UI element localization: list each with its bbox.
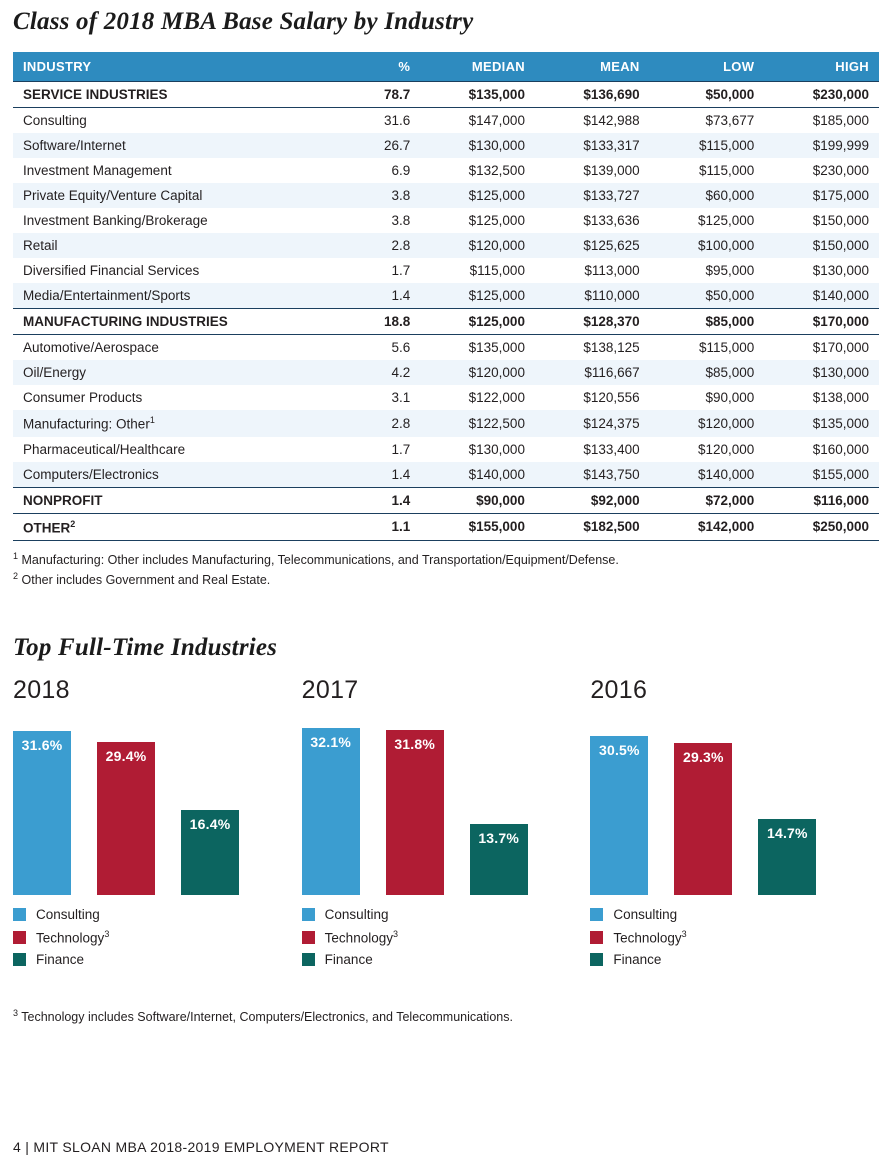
bar-consulting (590, 736, 648, 895)
cell-median: $135,000 (420, 82, 535, 108)
cell-percent: 2.8 (351, 410, 421, 437)
bar-value-label: 16.4% (189, 815, 231, 832)
column-header-percent: % (351, 52, 421, 82)
chart-year-label: 2017 (301, 675, 359, 704)
table-body (13, 82, 879, 541)
cell-industry: Investment Banking/Brokerage (13, 208, 351, 233)
cell-percent: 3.8 (351, 183, 421, 208)
cell-low: $100,000 (650, 233, 765, 258)
cell-industry: Retail (13, 233, 351, 258)
cell-high: $130,000 (764, 258, 879, 283)
bar-column (590, 713, 648, 895)
cell-mean: $120,556 (535, 385, 650, 410)
cell-median: $120,000 (420, 233, 535, 258)
cell-high: $230,000 (764, 158, 879, 183)
legend-item (302, 929, 591, 946)
cell-low: $50,000 (650, 82, 765, 108)
cell-median: $140,000 (420, 462, 535, 488)
cell-percent: 31.6 (351, 108, 421, 134)
table-row (13, 233, 879, 258)
chart-year-label: 2016 (590, 675, 648, 704)
cell-percent: 6.9 (351, 158, 421, 183)
cell-median: $147,000 (420, 108, 535, 134)
cell-high: $230,000 (764, 82, 879, 108)
footnote-reference: 3 (104, 928, 110, 939)
cell-low: $120,000 (650, 410, 765, 437)
cell-median: $122,500 (420, 410, 535, 437)
chart-legend (590, 907, 879, 968)
cell-industry: Manufacturing: Other$^1$ (13, 410, 351, 437)
cell-mean: $124,375 (535, 410, 650, 437)
table-footnotes (13, 550, 879, 590)
salary-table (13, 52, 879, 541)
cell-high: $138,000 (764, 385, 879, 410)
cell-median: $125,000 (420, 309, 535, 335)
cell-low: $115,000 (650, 335, 765, 361)
cell-mean: $182,500 (535, 513, 650, 541)
legend-item (13, 952, 302, 967)
legend-label: Finance (36, 952, 85, 968)
bar-column (386, 713, 444, 895)
cell-percent: 18.8 (351, 309, 421, 335)
cell-industry: Oil/Energy (13, 360, 351, 385)
cell-mean: $113,000 (535, 258, 650, 283)
table-row (13, 283, 879, 309)
cell-high: $116,000 (764, 487, 879, 513)
legend-item (590, 952, 879, 967)
cell-median: $115,000 (420, 258, 535, 283)
bar-consulting (13, 731, 71, 895)
table-row (13, 108, 879, 134)
table-row (13, 437, 879, 462)
legend-label: Consulting (613, 906, 678, 922)
legend-swatch-icon (302, 931, 315, 944)
cell-percent: 1.7 (351, 258, 421, 283)
table-row (13, 309, 879, 335)
legend-swatch-icon (590, 908, 603, 921)
table-row (13, 385, 879, 410)
bar-value-label: 31.8% (394, 735, 436, 752)
column-header-mean: MEAN (535, 52, 650, 82)
cell-median: $155,000 (420, 513, 535, 541)
cell-industry: Pharmaceutical/Healthcare (13, 437, 351, 462)
legend-label: Consulting (36, 906, 100, 922)
legend-swatch-icon (302, 908, 315, 921)
bar-column (302, 713, 360, 895)
cell-high: $130,000 (764, 360, 879, 385)
bar-technology (386, 730, 444, 895)
legend-swatch-icon (13, 953, 26, 966)
cell-industry: Consulting (13, 108, 351, 134)
bar-technology (674, 743, 732, 895)
cell-percent: 3.8 (351, 208, 421, 233)
table-row (13, 487, 879, 513)
cell-high: $185,000 (764, 108, 879, 134)
cell-median: $135,000 (420, 335, 535, 361)
chart-2018 (13, 676, 302, 975)
cell-low: $120,000 (650, 437, 765, 462)
bar-value-label: 30.5% (598, 741, 640, 758)
table-row (13, 335, 879, 361)
cell-low: $85,000 (650, 360, 765, 385)
column-header-low: LOW (650, 52, 765, 82)
cell-percent: 4.2 (351, 360, 421, 385)
cell-percent: 78.7 (351, 82, 421, 108)
cell-mean: $133,317 (535, 133, 650, 158)
legend-swatch-icon (302, 953, 315, 966)
cell-mean: $138,125 (535, 335, 650, 361)
cell-high: $150,000 (764, 233, 879, 258)
table-header-row (13, 52, 879, 82)
cell-low: $115,000 (650, 133, 765, 158)
cell-low: $125,000 (650, 208, 765, 233)
page-footer: 4 | MIT SLOAN MBA 2018-2019 EMPLOYMENT REPORT (13, 1139, 389, 1155)
page-title: Class of 2018 MBA Base Salary by Industry (13, 8, 474, 35)
bar-column (181, 713, 239, 895)
chart-legend (302, 907, 591, 968)
chart-legend (13, 907, 302, 968)
legend-item (302, 952, 591, 967)
cell-industry: OTHER$^2$ (13, 513, 351, 541)
bar-group (302, 713, 591, 895)
table-row (13, 158, 879, 183)
cell-percent: 1.4 (351, 487, 421, 513)
cell-median: $125,000 (420, 283, 535, 309)
cell-high: $155,000 (764, 462, 879, 488)
cell-mean: $133,400 (535, 437, 650, 462)
cell-high: $199,999 (764, 133, 879, 158)
bar-value-label: 29.4% (105, 747, 147, 764)
bar-finance (181, 810, 239, 895)
cell-percent: 1.1 (351, 513, 421, 541)
cell-industry: Consumer Products (13, 385, 351, 410)
cell-percent: 1.4 (351, 462, 421, 488)
cell-percent: 26.7 (351, 133, 421, 158)
cell-median: $125,000 (420, 208, 535, 233)
cell-mean: $139,000 (535, 158, 650, 183)
cell-industry: Computers/Electronics (13, 462, 351, 488)
cell-mean: $116,667 (535, 360, 650, 385)
table-row (13, 258, 879, 283)
bar-group (13, 713, 302, 895)
table-header (13, 52, 879, 82)
technology-footnote-mark: 3 (13, 1008, 19, 1019)
cell-median: $120,000 (420, 360, 535, 385)
cell-low: $50,000 (650, 283, 765, 309)
cell-median: $90,000 (420, 487, 535, 513)
cell-high: $175,000 (764, 183, 879, 208)
table-row (13, 133, 879, 158)
cell-percent: 3.1 (351, 385, 421, 410)
column-header-high: HIGH (764, 52, 879, 82)
cell-industry: NONPROFIT (13, 487, 351, 513)
cell-high: $150,000 (764, 208, 879, 233)
cell-low: $115,000 (650, 158, 765, 183)
footnote-1 (13, 550, 879, 570)
footnote-2-text: Other includes Government and Real Estate. (21, 573, 271, 588)
footnote-1-mark: 1 (13, 551, 19, 561)
footnote-1-text: Manufacturing: Other includes Manufacturing, Telecommunications, and Transportation/Equipment/Defense. (21, 553, 619, 568)
bar-column (97, 713, 155, 895)
cell-industry: Software/Internet (13, 133, 351, 158)
cell-industry: Media/Entertainment/Sports (13, 283, 351, 309)
bar-value-label: 31.6% (21, 736, 63, 753)
legend-item (302, 907, 591, 922)
bar-value-label: 32.1% (310, 733, 352, 750)
top-industries-charts (13, 676, 879, 975)
legend-item (13, 929, 302, 946)
bar-column (758, 713, 816, 895)
table-row (13, 410, 879, 437)
cell-mean: $142,988 (535, 108, 650, 134)
cell-high: $135,000 (764, 410, 879, 437)
legend-label: Technology$^3$ (613, 928, 687, 946)
footnote-reference: 2 (70, 518, 76, 529)
cell-low: $95,000 (650, 258, 765, 283)
table-row (13, 462, 879, 488)
legend-item (13, 907, 302, 922)
cell-industry: MANUFACTURING INDUSTRIES (13, 309, 351, 335)
cell-industry: SERVICE INDUSTRIES (13, 82, 351, 108)
cell-percent: 2.8 (351, 233, 421, 258)
bar-column (674, 713, 732, 895)
cell-high: $170,000 (764, 309, 879, 335)
cell-industry: Automotive/Aerospace (13, 335, 351, 361)
bar-value-label: 13.7% (478, 829, 520, 846)
cell-high: $170,000 (764, 335, 879, 361)
legend-label: Technology$^3$ (36, 928, 110, 946)
legend-item (590, 929, 879, 946)
cell-median: $125,000 (420, 183, 535, 208)
cell-mean: $92,000 (535, 487, 650, 513)
bar-group (590, 713, 879, 895)
table-row (13, 513, 879, 541)
legend-swatch-icon (590, 953, 603, 966)
cell-low: $90,000 (650, 385, 765, 410)
bar-finance (470, 824, 528, 895)
footnote-reference: 3 (392, 928, 398, 939)
footnote-2-mark: 2 (13, 570, 19, 581)
legend-label: Finance (324, 952, 373, 968)
legend-label: Finance (613, 952, 662, 968)
chart-year-label: 2018 (13, 675, 70, 704)
industries-title: Top Full-Time Industries (13, 633, 278, 661)
bar-finance (758, 819, 816, 895)
bar-column (470, 713, 528, 895)
cell-high: $250,000 (764, 513, 879, 541)
cell-percent: 1.4 (351, 283, 421, 309)
cell-mean: $136,690 (535, 82, 650, 108)
cell-high: $140,000 (764, 283, 879, 309)
cell-median: $130,000 (420, 133, 535, 158)
cell-percent: 5.6 (351, 335, 421, 361)
bar-consulting (302, 728, 360, 895)
legend-swatch-icon (13, 908, 26, 921)
cell-high: $160,000 (764, 437, 879, 462)
cell-industry: Investment Management (13, 158, 351, 183)
cell-mean: $128,370 (535, 309, 650, 335)
bar-column (13, 713, 71, 895)
legend-label: Consulting (324, 906, 389, 922)
column-header-median: MEDIAN (420, 52, 535, 82)
footnote-reference: 3 (681, 928, 687, 939)
cell-low: $142,000 (650, 513, 765, 541)
column-header-industry: INDUSTRY (13, 52, 351, 82)
cell-low: $60,000 (650, 183, 765, 208)
cell-mean: $133,727 (535, 183, 650, 208)
technology-footnote (13, 1008, 879, 1024)
technology-footnote-text: Technology includes Software/Internet, Computers/Electronics, and Telecommunications. (21, 1010, 513, 1025)
table-row (13, 360, 879, 385)
cell-mean: $143,750 (535, 462, 650, 488)
table-row (13, 82, 879, 108)
bar-value-label: 29.3% (682, 748, 724, 765)
bar-technology (97, 742, 155, 895)
cell-mean: $133,636 (535, 208, 650, 233)
bar-value-label: 14.7% (766, 824, 808, 841)
legend-label: Technology$^3$ (324, 928, 398, 946)
cell-industry: Diversified Financial Services (13, 258, 351, 283)
cell-industry: Private Equity/Venture Capital (13, 183, 351, 208)
cell-low: $73,677 (650, 108, 765, 134)
chart-2017 (302, 676, 591, 975)
cell-percent: 1.7 (351, 437, 421, 462)
cell-low: $140,000 (650, 462, 765, 488)
footnote-2 (13, 570, 879, 590)
legend-swatch-icon (590, 931, 603, 944)
table-row (13, 183, 879, 208)
legend-swatch-icon (13, 931, 26, 944)
table-row (13, 208, 879, 233)
cell-low: $72,000 (650, 487, 765, 513)
legend-item (590, 907, 879, 922)
footnote-reference: 1 (149, 415, 155, 425)
cell-median: $130,000 (420, 437, 535, 462)
cell-median: $132,500 (420, 158, 535, 183)
cell-mean: $110,000 (535, 283, 650, 309)
cell-low: $85,000 (650, 309, 765, 335)
cell-mean: $125,625 (535, 233, 650, 258)
cell-median: $122,000 (420, 385, 535, 410)
chart-2016 (590, 676, 879, 975)
